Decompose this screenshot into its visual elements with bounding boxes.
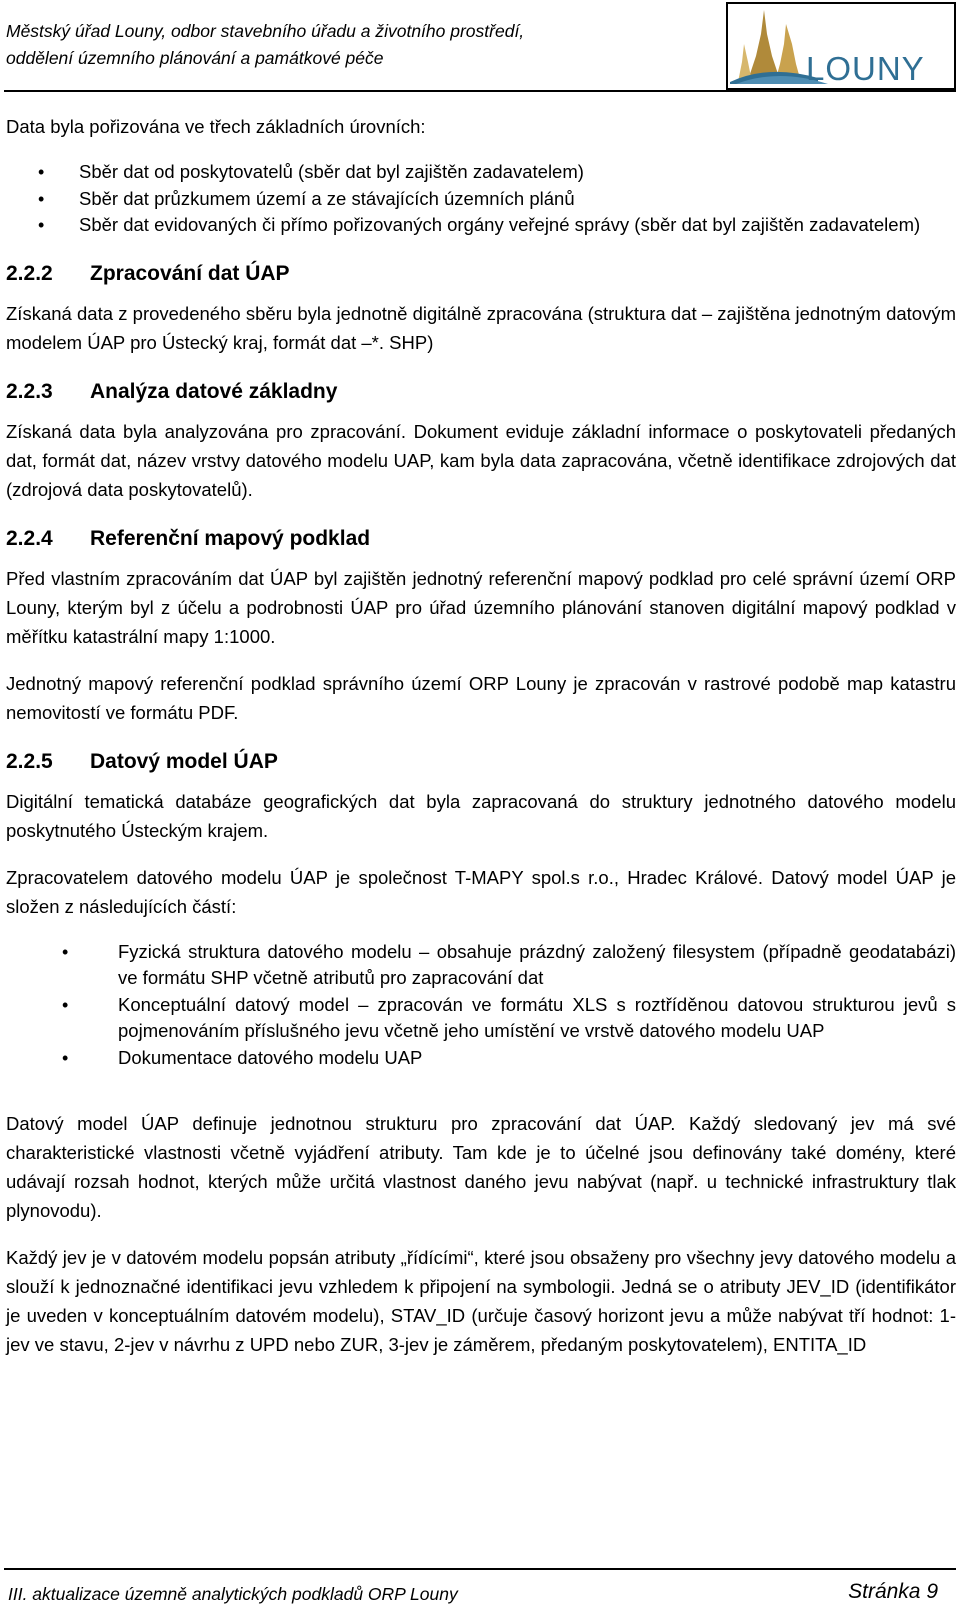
page-content <box>6 112 956 1359</box>
page-number: Stránka 9 <box>848 1580 938 1603</box>
paragraph: Jednotný mapový referenční podklad správního území ORP Louny je zpracován v rastrové podobě map katastru nemovitostí ve formátu PDF. <box>6 672 956 723</box>
section-heading-2-2-2 <box>6 259 956 289</box>
paragraph: Každý jev je v datovém modelu popsán atributy „řídícími“, které jsou obsaženy pro všechny jevy datového modelu a slouží k jednoznačné identifikaci jevu vzhledem k připojení na symbologii. Jedná se o atributy JEV_ID (identifikátor je uveden v konceptuálním datovém modelu), STAV_ID (určuje časový horizont jevu a může nabývat tří hodnot: 1-jev ve stavu, 2-jev v návrhu z UPD nebo ZUR, 3-jev je záměrem, předaným poskytovatelem), ENTITA_ID <box>6 1247 956 1355</box>
office-title <box>6 18 524 72</box>
office-title-line1: Městský úřad Louny, odbor stavebního úřadu a životního prostředí, <box>6 21 525 41</box>
list-item: • Sběr dat evidovaných či přímo pořizovaných orgány veřejné správy (sběr dat byl zajištěn zadavatelem) <box>6 212 956 239</box>
louny-logo <box>726 2 956 90</box>
logo-text: LOUNY <box>806 50 925 87</box>
list-item: • Sběr dat průzkumem území a ze stávajících územních plánů <box>6 186 956 213</box>
section-heading-2-2-4 <box>6 524 956 554</box>
paragraph: Digitální tematická databáze geografických dat byla zapracovaná do struktury jednotného datového modelu poskytnutého Ústeckým krajem. <box>6 790 956 841</box>
paragraph: Získaná data z provedeného sběru byla jednotně digitálně zpracována (struktura dat – zajištěna jednotným datovým modelem ÚAP pro Ústecký kraj, formát dat –*. SHP) <box>6 302 956 353</box>
section-heading-2-2-5 <box>6 747 956 777</box>
section-number: 2.2.2 <box>6 261 53 285</box>
paragraph: Získaná data byla analyzována pro zpracování. Dokument eviduje základní informace o poskytovateli předaných dat, formát dat, název vrstvy datového modelu UAP, kam byla data zapracována, včetně identifikace zdrojových dat (zdrojová data poskytovatelů). <box>6 420 956 500</box>
model-parts-list <box>6 939 956 1072</box>
list-item: • Konceptuální datový model – zpracován ve formátu XLS s roztříděnou datovou strukturou jevů s pojmenováním příslušného jevu včetně jeho umístění ve vrstvě datového modelu UAP <box>6 992 956 1045</box>
paragraph: Zpracovatelem datového modelu ÚAP je společnost T-MAPY spol.s r.o., Hradec Králové. Datový model ÚAP je složen z následujících částí: <box>6 866 956 917</box>
section-title: Datový model ÚAP <box>90 749 278 773</box>
section-title: Zpracování dat ÚAP <box>90 261 290 285</box>
section-heading-2-2-3 <box>6 377 956 407</box>
office-title-line2: oddělení územního plánování a památkové péče <box>6 48 384 68</box>
footer-document-title: III. aktualizace územně analytických podkladů ORP Louny <box>8 1584 458 1604</box>
paragraph: Před vlastním zpracováním dat ÚAP byl zajištěn jednotný referenční mapový podklad pro celé správní území ORP Louny, kterým byl z účelu a podrobnosti ÚAP pro úřad územního plánování stanoven digitální mapový podklad v měřítku katastrální mapy 1:1000. <box>6 567 956 647</box>
section-number: 2.2.4 <box>6 526 53 550</box>
page-footer <box>0 1566 960 1612</box>
levels-list <box>6 159 956 239</box>
footer-divider <box>4 1568 956 1570</box>
section-title: Analýza datové základny <box>90 379 338 403</box>
section-title: Referenční mapový podklad <box>90 526 371 550</box>
header-divider <box>4 90 956 92</box>
list-item: • Fyzická struktura datového modelu – obsahuje prázdný založený filesystem (případně geodatabázi) ve formátu SHP včetně atributů pro zapracování dat <box>6 939 956 992</box>
section-number: 2.2.3 <box>6 379 53 403</box>
page-header <box>0 0 960 96</box>
intro-paragraph: Data byla pořizována ve třech základních úrovních: <box>6 116 426 137</box>
list-item: • Sběr dat od poskytovatelů (sběr dat byl zajištěn zadavatelem) <box>6 159 956 186</box>
section-number: 2.2.5 <box>6 749 53 773</box>
paragraph: Datový model ÚAP definuje jednotnou strukturu pro zpracování dat ÚAP. Každý sledovaný jev má své charakteristické vlastnosti včetně vyjádření atributy. Tam kde je to účelné jsou definovány také domény, které udávají rozsah hodnot, kterých může určitá vlastnost daného jevu nabývat (např. u technické infrastruktury tlak plynovodu). <box>6 1113 956 1221</box>
list-item: • Dokumentace datového modelu UAP <box>6 1045 956 1072</box>
